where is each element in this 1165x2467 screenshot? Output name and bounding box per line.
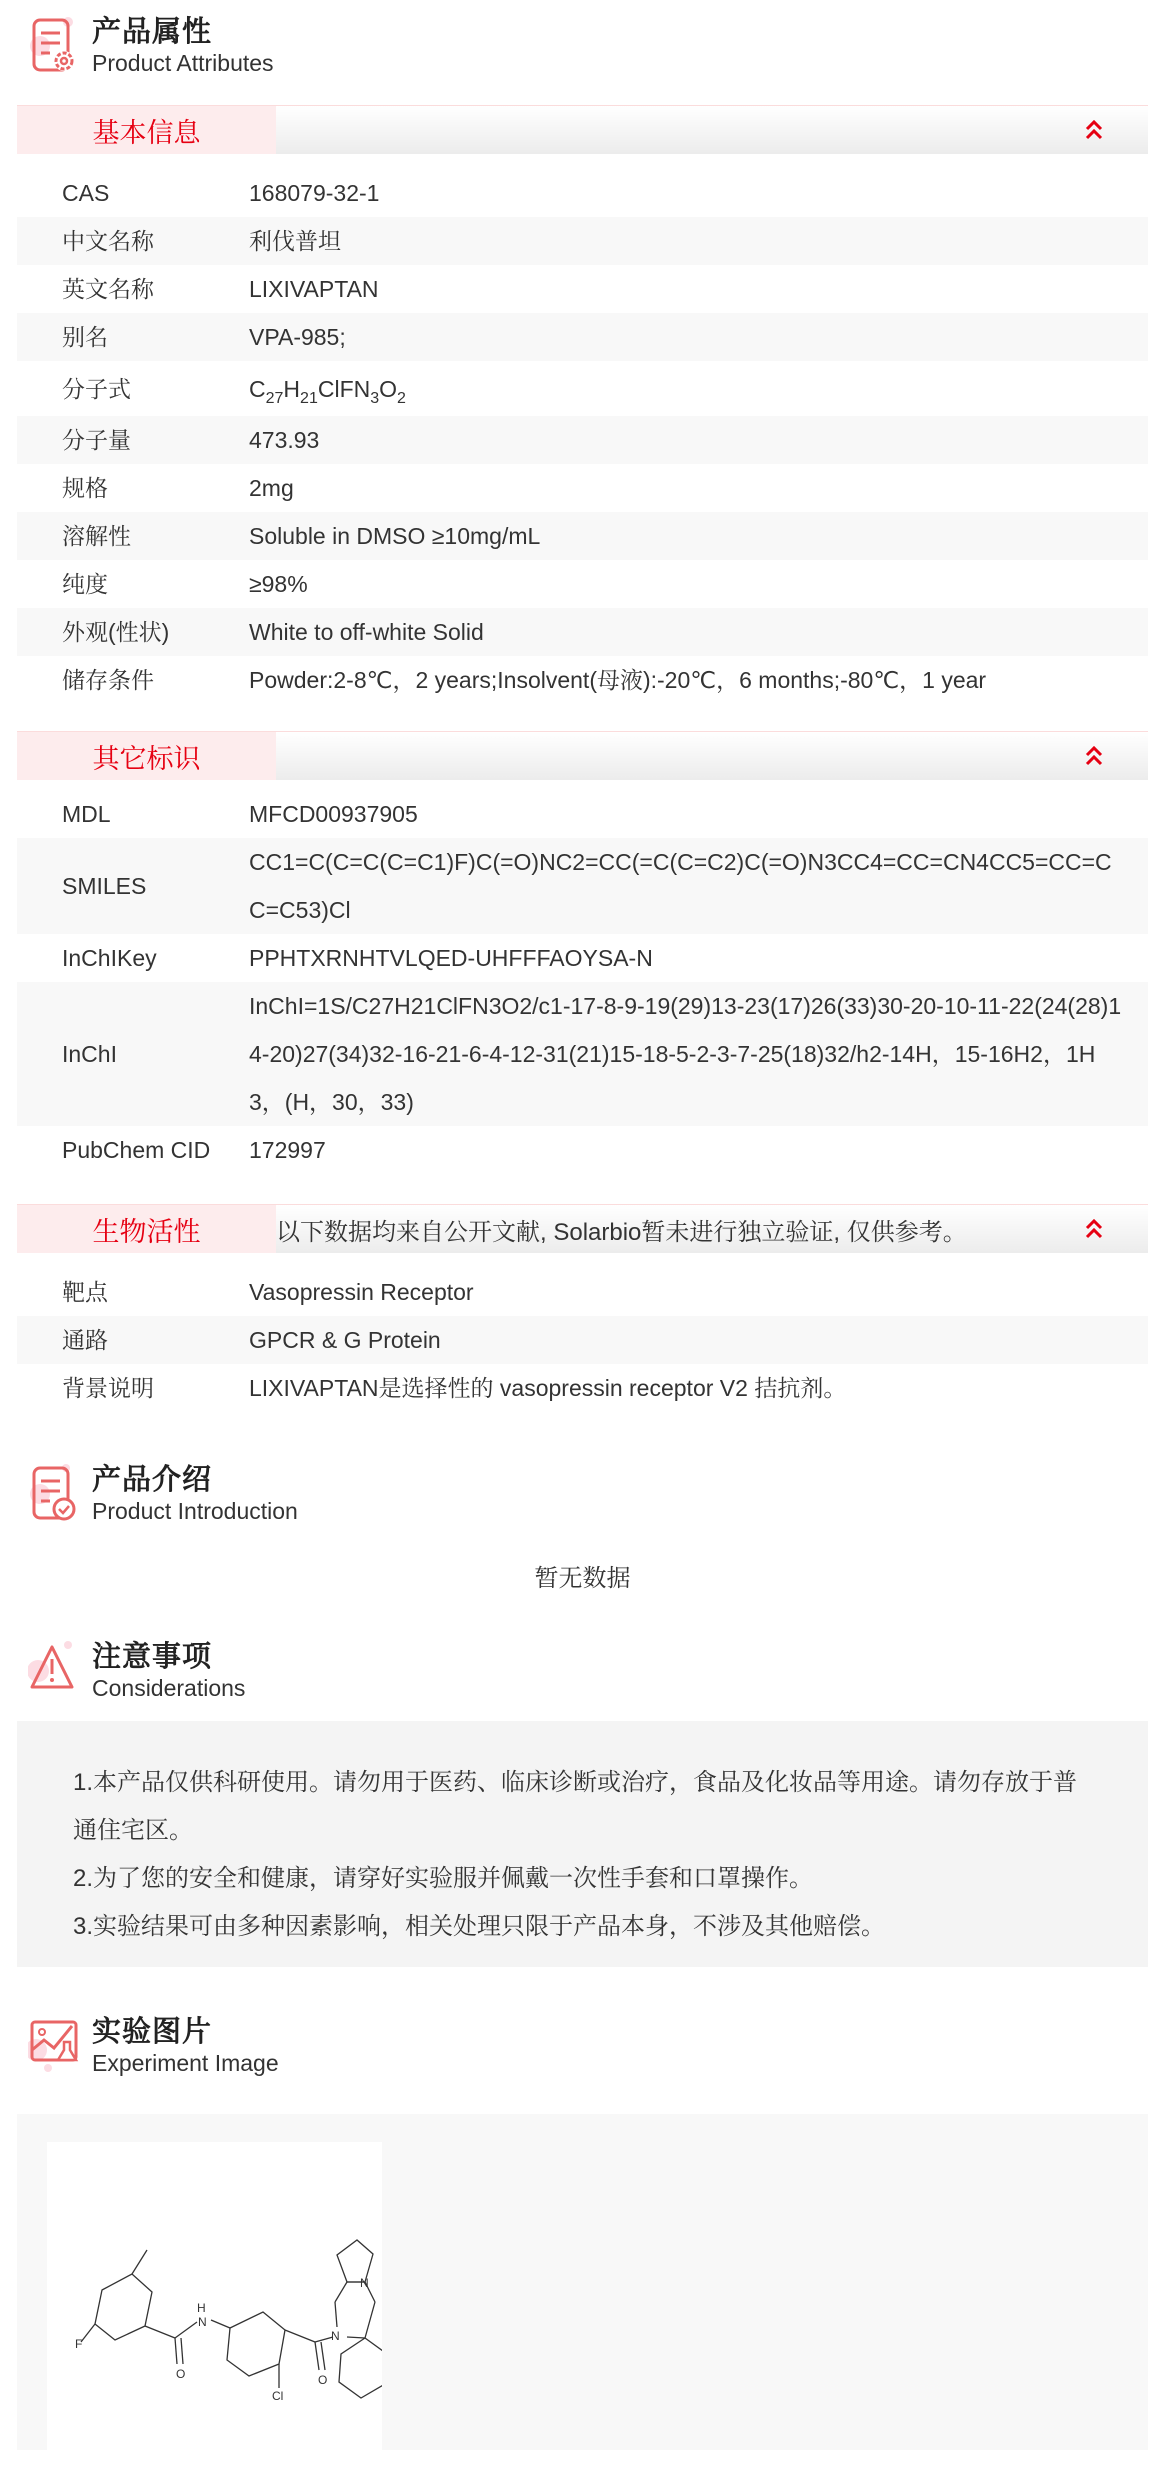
row-value: CC1=C(C=C(C=C1)F)C(=O)NC2=CC(=C(C=C2)C(=O)N3CC4=CC=CN4CC5=CC=CC=C53)Cl [249, 849, 1112, 923]
table-row [17, 361, 1148, 416]
svg-text:N: N [331, 2329, 340, 2343]
table-row [17, 934, 1148, 982]
other-ids-table [17, 790, 1148, 1174]
basic-info-table [17, 169, 1148, 704]
document-check-icon [28, 1464, 84, 1524]
bio-activity-tab[interactable]: 生物活性 [17, 1205, 276, 1253]
row-label: InChI [62, 1041, 117, 1067]
svg-text:H: H [197, 2301, 206, 2315]
section-subtitle: Product Introduction [92, 1498, 298, 1524]
section-subtitle: Considerations [92, 1675, 246, 1701]
bio-activity-table [17, 1268, 1148, 1412]
svg-text:N: N [198, 2315, 207, 2329]
experiment-image-box [17, 2114, 1148, 2450]
table-row [17, 416, 1148, 464]
table-row [17, 1316, 1148, 1364]
row-value: LIXIVAPTAN [249, 276, 379, 302]
row-label: 中文名称 [62, 228, 154, 254]
experiment-image-header [28, 2016, 279, 2082]
row-value: 168079-32-1 [249, 180, 380, 206]
considerations-header [28, 1641, 245, 1707]
table-row [17, 656, 1148, 704]
document-gear-icon [28, 16, 84, 76]
row-value: Vasopressin Receptor [249, 1279, 474, 1305]
row-value: PPHTXRNHTVLQED-UHFFFAOYSA-N [249, 945, 653, 971]
section-subtitle: Product Attributes [92, 50, 274, 76]
table-row [17, 464, 1148, 512]
row-label: 分子量 [62, 427, 131, 453]
row-label: MDL [62, 801, 111, 827]
row-label: PubChem CID [62, 1137, 211, 1163]
row-value: InChI=1S/C27H21ClFN3O2/c1-17-8-9-19(29)13-23(17)26(33)30-20-10-11-22(24(28)14-20)27(34)32-16-21-6-4-12-31(21)15-18-5-2-3-7-25(18)32/h2-14H，15-16H2，1H3，(H，30，33) [249, 993, 1122, 1115]
table-row [17, 217, 1148, 265]
svg-text:O: O [318, 2373, 328, 2387]
formula-value: $C_{27}H_{21}ClFN_3O_2$ [249, 375, 406, 407]
section-title: 实验图片 [92, 2016, 213, 2048]
row-label: CAS [62, 180, 110, 206]
other-ids-tab[interactable]: 其它标识 [17, 732, 276, 780]
section-title: 注意事项 [92, 1641, 213, 1673]
chemical-structure-image[interactable] [47, 2142, 382, 2462]
warning-triangle-icon [28, 1641, 84, 1701]
consideration-item: 3.实验结果可由多种因素影响，相关处理只限于产品本身，不涉及其他赔偿。 [73, 1913, 886, 1940]
table-row [17, 265, 1148, 313]
row-value: GPCR & G Protein [249, 1327, 441, 1353]
table-row [17, 838, 1148, 934]
row-value: LIXIVAPTAN是选择性的 vasopressin receptor V2 拮抗剂。 [249, 1375, 847, 1401]
basic-info-bar [17, 105, 1148, 154]
row-label: 背景说明 [62, 1375, 154, 1401]
row-label: 分子式 [62, 375, 131, 402]
bio-activity-bar [17, 1204, 1148, 1253]
section-title: 产品属性 [92, 16, 213, 48]
table-row [17, 1364, 1148, 1412]
table-row [17, 790, 1148, 838]
svg-text:N: N [360, 2276, 369, 2290]
product-attributes-header [28, 16, 274, 82]
row-value: 473.93 [249, 427, 320, 453]
table-row [17, 512, 1148, 560]
row-value: ≥98% [249, 571, 308, 597]
table-row [17, 608, 1148, 656]
section-subtitle: Experiment Image [92, 2050, 279, 2076]
row-label: 英文名称 [62, 276, 154, 302]
section-title: 产品介绍 [92, 1464, 213, 1496]
double-chevron-up-icon[interactable] [1082, 744, 1106, 768]
row-value: White to off-white Solid [249, 619, 484, 645]
row-value: Powder:2-8℃，2 years;Insolvent(母液):-20℃，6 months;-80℃，1 year [249, 667, 987, 693]
table-row [17, 1268, 1148, 1316]
row-label: 溶解性 [62, 523, 131, 549]
row-label: 外观(性状) [62, 619, 170, 645]
row-value: 172997 [249, 1137, 326, 1163]
product-introduction-header [28, 1464, 298, 1530]
double-chevron-up-icon[interactable] [1082, 118, 1106, 142]
row-value: 2mg [249, 475, 294, 501]
consideration-item: 1.本产品仅供科研使用。请勿用于医药、临床诊断或治疗，食品及化妆品等用途。请勿存放于普通住宅区。 [73, 1769, 1078, 1844]
consideration-item: 2.为了您的安全和健康，请穿好实验服并佩戴一次性手套和口罩操作。 [73, 1865, 814, 1892]
other-ids-bar [17, 731, 1148, 780]
table-row [17, 313, 1148, 361]
table-row [17, 169, 1148, 217]
svg-text:Cl: Cl [272, 2389, 284, 2403]
row-label: InChIKey [62, 945, 157, 971]
considerations-box [17, 1721, 1148, 1967]
row-label: 靶点 [62, 1279, 108, 1305]
fluorine-label: F [75, 2337, 83, 2351]
row-value: VPA-985; [249, 324, 346, 350]
row-value: Soluble in DMSO ≥10mg/mL [249, 523, 541, 549]
image-flask-icon [28, 2016, 84, 2076]
table-row [17, 1126, 1148, 1174]
svg-text:O: O [176, 2367, 186, 2381]
row-label: 规格 [62, 475, 108, 501]
bio-activity-disclaimer: 以下数据均来自公开文献, Solarbio暂未进行独立验证, 仅供参考。 [276, 1218, 967, 1246]
no-data-text: 暂无数据 [534, 1565, 631, 1592]
row-label: 纯度 [62, 571, 108, 597]
row-label: 通路 [62, 1327, 108, 1353]
row-label: 储存条件 [62, 667, 154, 693]
row-label: 别名 [62, 324, 108, 350]
row-value: 利伐普坦 [249, 228, 341, 254]
row-label: SMILES [62, 873, 147, 899]
table-row [17, 982, 1148, 1126]
basic-info-tab[interactable]: 基本信息 [17, 106, 276, 154]
double-chevron-up-icon[interactable] [1082, 1217, 1106, 1241]
row-value: MFCD00937905 [249, 801, 418, 827]
table-row [17, 560, 1148, 608]
